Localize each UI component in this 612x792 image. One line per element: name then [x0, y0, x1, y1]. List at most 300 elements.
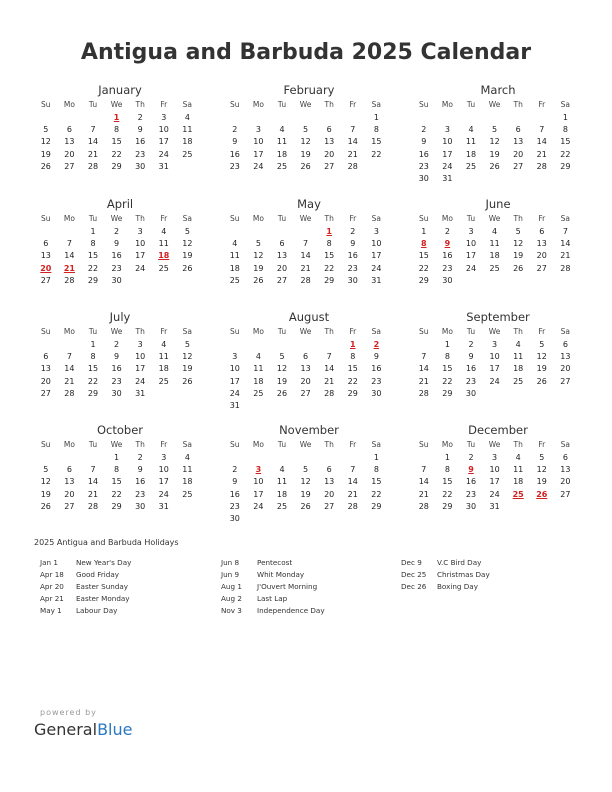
weekday-label: Fr: [349, 100, 357, 109]
day-cell: 10: [465, 239, 477, 249]
weekday-label: Tu: [277, 214, 287, 223]
empty-cell: [223, 226, 247, 238]
day-cell: 9: [137, 125, 143, 135]
weekday-header: [34, 212, 206, 226]
weekday-label: Fr: [160, 100, 168, 109]
day-cell: 4: [255, 352, 261, 362]
month-january: [34, 82, 206, 173]
day-cell: 13: [513, 137, 524, 147]
day-cell: 7: [421, 352, 427, 362]
day-cell: 13: [40, 251, 51, 261]
week-row: [34, 263, 206, 275]
day-cell: 7: [562, 227, 568, 236]
weekday-label: Fr: [349, 440, 357, 449]
empty-cell: [58, 112, 82, 124]
day-cell: 22: [87, 263, 99, 273]
week-row: [34, 136, 206, 148]
day-cell: 3: [161, 113, 167, 122]
empty-cell: [554, 501, 578, 513]
day-cell: 20: [40, 376, 51, 386]
holiday-name: Labour Day: [76, 606, 118, 615]
day-cell: 24: [465, 263, 477, 273]
empty-cell: [412, 339, 436, 351]
holiday-name: Christmas Day: [437, 570, 490, 579]
week-row: [223, 263, 395, 275]
weekday-label: Mo: [63, 327, 75, 336]
holiday-name: Last Lap: [257, 594, 288, 603]
day-cell: 12: [253, 251, 264, 261]
day-cell: 3: [492, 453, 498, 462]
day-cell: 2: [114, 340, 120, 349]
empty-cell: [223, 339, 247, 351]
day-cell: 11: [276, 477, 288, 487]
day-cell: 28: [64, 388, 75, 398]
day-cell: 14: [560, 239, 571, 249]
day-cell: 31: [158, 161, 169, 171]
day-cell: 27: [300, 388, 311, 398]
empty-cell: [554, 388, 578, 400]
day-cell: 2: [421, 125, 427, 135]
week-row: [34, 226, 206, 238]
day-cell: 2: [232, 125, 238, 135]
day-cell: 30: [465, 388, 477, 398]
day-cell: 15: [111, 137, 122, 147]
month-march: [412, 82, 584, 185]
weekday-header: [412, 98, 584, 112]
empty-cell: [365, 161, 389, 173]
day-cell: 28: [536, 161, 547, 171]
day-cell: 16: [371, 364, 382, 374]
day-cell: 19: [182, 364, 193, 374]
day-cell: 8: [326, 239, 332, 249]
holiday-date: Jun 9: [221, 570, 240, 579]
week-row: [34, 501, 206, 513]
day-cell: 27: [276, 275, 288, 285]
day-cell: 27: [536, 263, 547, 273]
weekday-label: Su: [419, 214, 429, 223]
day-cell: 29: [111, 501, 122, 511]
week-row: [223, 501, 395, 513]
empty-cell: [341, 112, 365, 124]
day-cell: 28: [560, 263, 571, 273]
empty-cell: [247, 339, 271, 351]
day-cell: 4: [468, 125, 474, 135]
weekday-label: Sa: [182, 327, 193, 336]
empty-cell: [530, 501, 554, 513]
day-cell: 5: [539, 453, 545, 462]
holiday-date: Apr 18: [40, 570, 64, 579]
day-cell: 10: [442, 137, 453, 147]
empty-cell: [58, 226, 82, 238]
day-cell: 11: [182, 125, 193, 135]
empty-cell: [530, 112, 554, 124]
day-cell: 14: [347, 477, 358, 487]
weekday-label: Fr: [538, 327, 546, 336]
day-cell: 26: [300, 161, 311, 171]
holiday-date: Jun 8: [221, 558, 240, 567]
holiday-day: 1: [349, 340, 356, 349]
day-cell: 1: [373, 453, 379, 462]
day-cell: 12: [40, 477, 51, 487]
weekday-label: Mo: [63, 100, 75, 109]
week-row: [34, 363, 206, 375]
day-cell: 16: [229, 149, 240, 159]
day-cell: 12: [300, 477, 311, 487]
day-cell: 23: [111, 263, 122, 273]
day-cell: 2: [468, 340, 474, 349]
day-cell: 4: [515, 340, 521, 349]
day-cell: 8: [444, 465, 450, 475]
week-row: [223, 388, 395, 400]
holiday-name: Independence Day: [257, 606, 325, 615]
weekday-label: Fr: [349, 327, 357, 336]
day-cell: 4: [279, 465, 285, 475]
day-cell: 7: [350, 465, 356, 475]
day-cell: 29: [87, 275, 99, 285]
empty-cell: [247, 226, 271, 238]
day-cell: 21: [536, 149, 547, 159]
weekday-label: Fr: [349, 214, 357, 223]
day-cell: 1: [562, 113, 568, 122]
holiday-day: 9: [444, 239, 451, 249]
weekday-label: Fr: [538, 100, 546, 109]
empty-cell: [554, 275, 578, 287]
week-row: [412, 112, 584, 124]
weekday-header: [412, 438, 584, 452]
day-cell: 1: [421, 227, 427, 236]
holiday-date: Apr 21: [40, 594, 64, 603]
day-cell: 5: [184, 227, 190, 236]
day-cell: 9: [137, 465, 143, 475]
day-cell: 20: [64, 149, 75, 159]
day-cell: 10: [489, 465, 500, 475]
weekday-label: We: [299, 327, 312, 336]
day-cell: 5: [492, 125, 498, 135]
day-cell: 2: [350, 227, 356, 236]
weekday-label: Su: [41, 214, 51, 223]
day-cell: 27: [324, 161, 335, 171]
empty-cell: [176, 388, 200, 400]
weekday-label: Fr: [160, 440, 168, 449]
day-cell: 19: [182, 251, 193, 261]
empty-cell: [317, 400, 341, 412]
empty-cell: [247, 400, 271, 412]
day-cell: 18: [182, 477, 193, 487]
empty-cell: [176, 275, 200, 287]
day-cell: 21: [560, 251, 571, 261]
empty-cell: [223, 112, 247, 124]
day-cell: 16: [111, 251, 122, 261]
day-cell: 30: [111, 275, 122, 285]
day-cell: 3: [373, 227, 379, 236]
weekday-label: Su: [41, 440, 51, 449]
day-cell: 14: [536, 137, 547, 147]
page-title: Antigua and Barbuda 2025 Calendar: [80, 40, 532, 65]
weekday-label: Mo: [252, 440, 264, 449]
empty-cell: [223, 452, 247, 464]
day-cell: 13: [64, 477, 75, 487]
day-cell: 18: [253, 376, 264, 386]
week-row: [412, 124, 584, 136]
day-cell: 8: [562, 125, 568, 135]
empty-cell: [412, 452, 436, 464]
empty-cell: [152, 275, 176, 287]
day-cell: 4: [232, 239, 238, 249]
day-cell: 8: [373, 125, 379, 135]
day-cell: 18: [276, 489, 288, 499]
weekday-header: [34, 438, 206, 452]
holiday-date: Aug 1: [221, 582, 242, 591]
weekday-header: [223, 438, 395, 452]
empty-cell: [270, 400, 294, 412]
day-cell: 26: [40, 501, 51, 511]
day-cell: 25: [182, 149, 193, 159]
holiday-name: V.C Bird Day: [437, 558, 482, 567]
week-row: [412, 275, 584, 287]
week-row: [34, 339, 206, 351]
week-row: [223, 339, 395, 351]
day-cell: 24: [158, 149, 169, 159]
day-cell: 15: [87, 251, 99, 261]
weekday-label: We: [299, 100, 312, 109]
empty-cell: [317, 339, 341, 351]
week-row: [34, 124, 206, 136]
month-name: September: [466, 310, 530, 324]
day-cell: 31: [158, 501, 169, 511]
weekday-label: We: [299, 440, 312, 449]
day-cell: 11: [489, 239, 500, 249]
weekday-label: Sa: [560, 440, 571, 449]
week-row: [412, 339, 584, 351]
weekday-label: Mo: [441, 440, 453, 449]
day-cell: 1: [444, 453, 450, 462]
day-cell: 23: [465, 376, 477, 386]
week-row: [34, 161, 206, 173]
day-cell: 11: [276, 137, 288, 147]
weekday-label: Sa: [371, 440, 382, 449]
holiday-name: Pentecost: [257, 558, 293, 567]
day-cell: 20: [324, 149, 335, 159]
day-cell: 23: [229, 161, 240, 171]
day-cell: 28: [347, 501, 358, 511]
empty-cell: [530, 275, 554, 287]
day-cell: 6: [515, 125, 521, 135]
day-cell: 23: [465, 489, 477, 499]
holiday-name: J'Ouvert Morning: [257, 582, 318, 591]
day-cell: 10: [158, 465, 169, 475]
empty-cell: [176, 501, 200, 513]
day-cell: 14: [87, 137, 99, 147]
day-cell: 16: [229, 489, 240, 499]
weekday-label: We: [110, 214, 123, 223]
day-cell: 6: [562, 453, 568, 462]
empty-cell: [34, 452, 58, 464]
holiday-item: [221, 605, 325, 617]
day-cell: 9: [373, 352, 379, 362]
weekday-label: Mo: [441, 100, 453, 109]
holiday-item: [40, 569, 131, 581]
day-cell: 14: [300, 251, 311, 261]
day-cell: 14: [418, 477, 429, 487]
weekday-label: Th: [513, 440, 523, 449]
day-cell: 29: [442, 501, 453, 511]
day-cell: 19: [536, 477, 547, 487]
weekday-label: Tu: [277, 440, 287, 449]
day-cell: 24: [371, 263, 382, 273]
month-name: June: [485, 197, 511, 211]
month-july: [34, 309, 206, 400]
day-cell: 1: [114, 453, 120, 462]
empty-cell: [554, 173, 578, 185]
day-cell: 9: [232, 137, 238, 147]
day-cell: 18: [229, 263, 240, 273]
day-cell: 29: [347, 388, 358, 398]
day-cell: 4: [161, 227, 167, 236]
day-cell: 13: [300, 364, 311, 374]
day-cell: 18: [489, 251, 500, 261]
day-cell: 25: [158, 376, 169, 386]
month-name: December: [468, 423, 528, 437]
day-cell: 1: [444, 340, 450, 349]
weekday-header: [34, 98, 206, 112]
day-cell: 15: [442, 364, 453, 374]
day-cell: 20: [64, 489, 75, 499]
holiday-item: [40, 581, 131, 593]
day-cell: 12: [40, 137, 51, 147]
week-row: [223, 275, 395, 287]
day-cell: 25: [276, 501, 288, 511]
day-cell: 30: [465, 501, 477, 511]
holiday-item: [40, 593, 131, 605]
day-cell: 10: [229, 364, 240, 374]
day-cell: 15: [87, 364, 99, 374]
weekday-label: Sa: [560, 214, 571, 223]
empty-cell: [483, 275, 507, 287]
day-cell: 27: [324, 501, 335, 511]
day-cell: 8: [444, 352, 450, 362]
day-cell: 23: [135, 489, 146, 499]
weekday-label: We: [110, 100, 123, 109]
week-row: [223, 452, 395, 464]
weekday-label: Sa: [182, 214, 193, 223]
empty-cell: [506, 112, 530, 124]
day-cell: 26: [40, 161, 51, 171]
day-cell: 25: [253, 388, 264, 398]
day-cell: 7: [66, 352, 72, 362]
empty-cell: [317, 452, 341, 464]
day-cell: 26: [182, 376, 193, 386]
weekday-label: Tu: [88, 327, 98, 336]
day-cell: 25: [276, 161, 288, 171]
day-cell: 15: [347, 364, 358, 374]
day-cell: 28: [300, 275, 311, 285]
day-cell: 23: [442, 263, 453, 273]
day-cell: 26: [300, 501, 311, 511]
day-cell: 12: [182, 352, 193, 362]
holiday-day: 2: [373, 340, 380, 349]
day-cell: 4: [492, 227, 498, 236]
day-cell: 10: [371, 239, 382, 249]
holiday-date: Nov 3: [221, 606, 242, 615]
day-cell: 24: [489, 376, 500, 386]
month-name: October: [96, 423, 144, 437]
week-row: [412, 363, 584, 375]
day-cell: 30: [418, 173, 429, 183]
day-cell: 6: [279, 239, 285, 249]
day-cell: 22: [442, 376, 453, 386]
day-cell: 29: [442, 388, 453, 398]
day-cell: 5: [303, 125, 309, 135]
weekday-label: Su: [419, 327, 429, 336]
empty-cell: [34, 226, 58, 238]
week-row: [223, 124, 395, 136]
month-april: [34, 196, 206, 287]
month-name: April: [106, 197, 134, 211]
holidays-column: [40, 557, 131, 617]
week-row: [412, 501, 584, 513]
day-cell: 7: [90, 465, 96, 475]
week-row: [223, 400, 395, 412]
weekday-label: Th: [324, 100, 334, 109]
month-name: November: [279, 423, 339, 437]
empty-cell: [317, 513, 341, 525]
day-cell: 16: [465, 364, 477, 374]
weekday-label: Tu: [466, 100, 476, 109]
empty-cell: [247, 112, 271, 124]
day-cell: 5: [43, 465, 49, 475]
day-cell: 27: [64, 501, 75, 511]
day-cell: 30: [229, 513, 240, 523]
empty-cell: [294, 400, 318, 412]
weekday-label: Sa: [182, 440, 193, 449]
day-cell: 31: [135, 388, 146, 398]
day-cell: 19: [489, 149, 500, 159]
holiday-date: Dec 26: [401, 582, 427, 591]
day-cell: 12: [536, 465, 547, 475]
day-cell: 28: [347, 161, 358, 171]
day-cell: 19: [276, 376, 288, 386]
day-cell: 17: [465, 251, 477, 261]
day-cell: 7: [90, 125, 96, 135]
holiday-item: [401, 569, 490, 581]
weekday-label: Sa: [560, 100, 571, 109]
empty-cell: [152, 388, 176, 400]
week-row: [34, 238, 206, 250]
empty-cell: [412, 112, 436, 124]
empty-cell: [459, 112, 483, 124]
day-cell: 23: [371, 376, 382, 386]
empty-cell: [81, 452, 105, 464]
day-cell: 2: [137, 453, 143, 462]
empty-cell: [506, 275, 530, 287]
day-cell: 16: [135, 477, 146, 487]
generalblue-logo[interactable]: [34, 720, 132, 739]
day-cell: 22: [87, 376, 99, 386]
day-cell: 8: [114, 125, 120, 135]
week-row: [412, 476, 584, 488]
day-cell: 6: [66, 465, 72, 475]
day-cell: 15: [371, 137, 382, 147]
weekday-label: Th: [513, 100, 523, 109]
weekday-label: We: [488, 214, 501, 223]
holiday-name: Whit Monday: [257, 570, 305, 579]
day-cell: 27: [64, 161, 75, 171]
day-cell: 26: [253, 275, 264, 285]
day-cell: 19: [300, 489, 311, 499]
day-cell: 17: [253, 489, 264, 499]
weekday-label: We: [488, 327, 501, 336]
day-cell: 5: [255, 239, 261, 249]
